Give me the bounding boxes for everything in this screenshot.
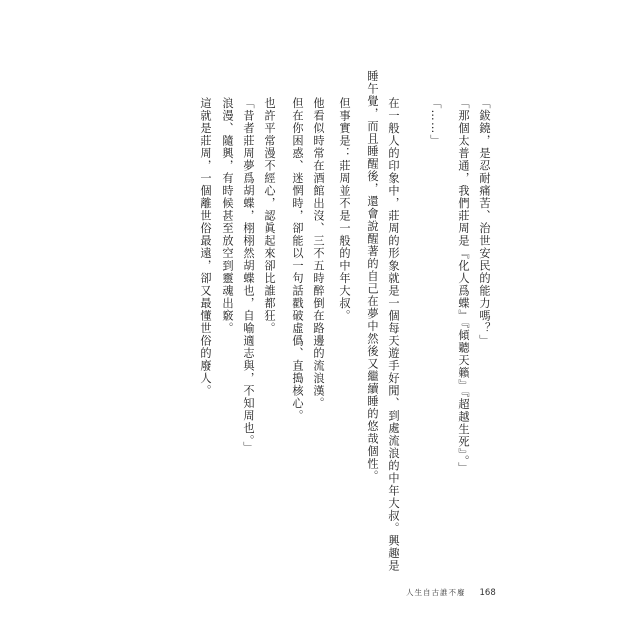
paragraph-line: 但在你困惑、迷惘時，卻能以一句話戳破虛僞、直搗核心。 xyxy=(291,97,304,422)
paragraph-line: 在一般人的印象中，莊周的形象就是一個每天遊手好閒、到處流浪的中年大叔。興趣是 xyxy=(387,97,400,572)
dialogue-line: 「鈸鐃，是忍耐痛苦、治世安民的能力嗎？」 xyxy=(478,97,491,347)
paragraph-line: 睡午覺，而且睡醒後，還會說醒著的自己在夢中然後又繼續睡的悠哉個性。 xyxy=(366,70,379,483)
page-number: 168 xyxy=(479,588,496,598)
quote-line: 「昔者莊周夢爲胡蝶，栩栩然胡蝶也，自喻適志與，不知周也。」 xyxy=(242,97,255,454)
running-title: 人生自古誰不廢 xyxy=(406,588,466,597)
paragraph-line: 但事實是：莊周並不是一般的中年大叔。 xyxy=(338,97,351,322)
paragraph-line: 他看似時常在酒館出沒、三不五時醉倒在路邊的流浪漢。 xyxy=(312,97,325,410)
paragraph-line: 浪漫、隨興，有時候甚至放空到靈魂出竅。 xyxy=(221,97,234,335)
dialogue-line: 「……」 xyxy=(429,97,442,147)
page-footer xyxy=(406,580,496,599)
paragraph-line: 這就是莊周，一個離世俗最遠，卻又最懂世俗的廢人。 xyxy=(199,97,212,397)
paragraph-line: 也許平常漫不經心，認眞起來卻比誰都狂。 xyxy=(263,97,276,335)
dialogue-line: 「那個太普通，我們莊周是『化人爲蝶』『傾聽天籟』『超越生死』。」 xyxy=(457,97,470,475)
